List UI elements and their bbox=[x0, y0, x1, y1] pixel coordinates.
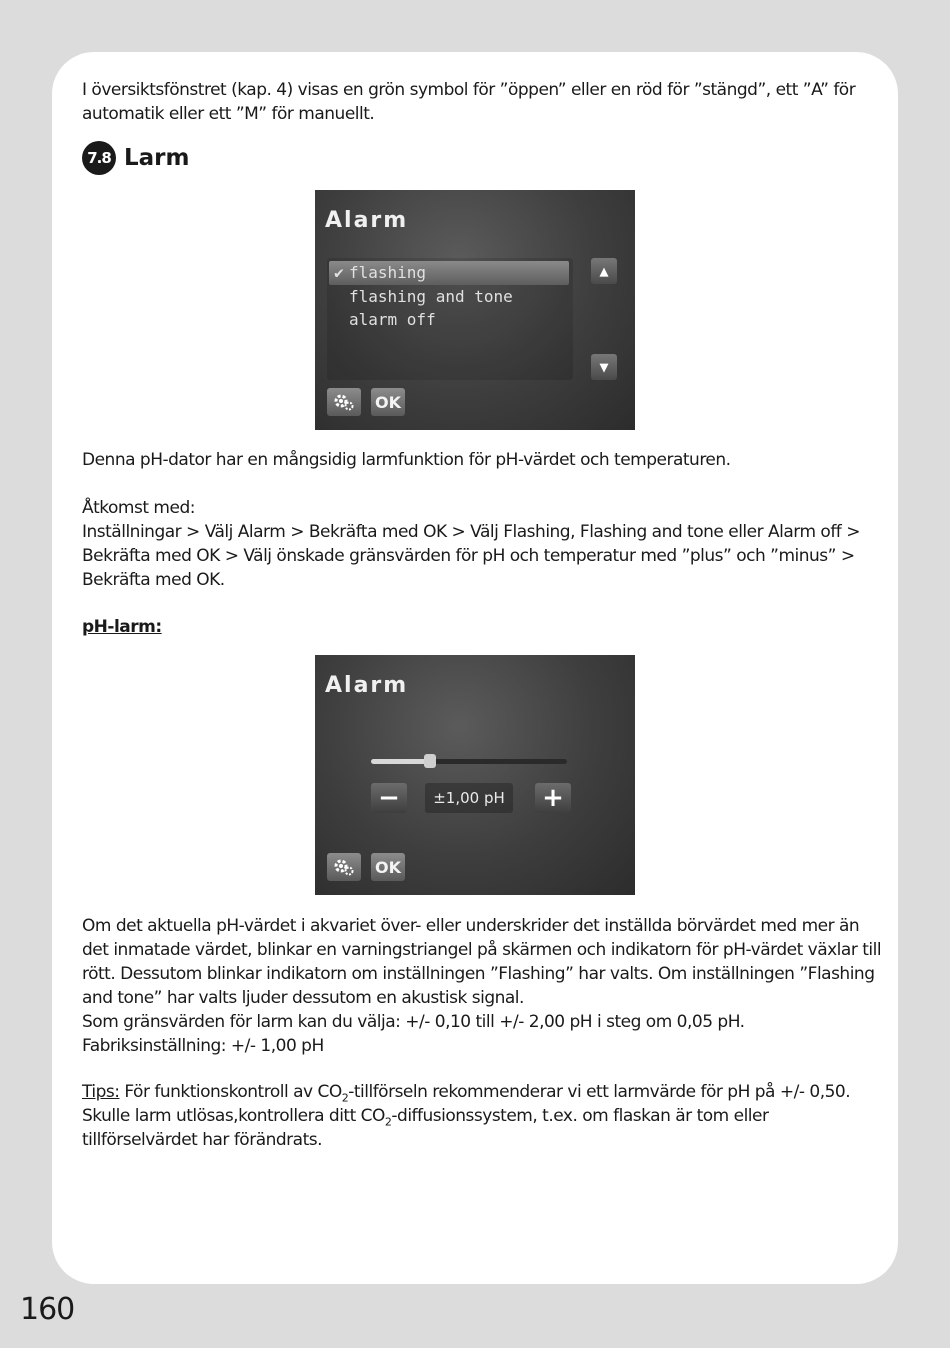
slider-fill bbox=[371, 759, 430, 764]
scroll-up-button[interactable] bbox=[591, 258, 617, 284]
minus-button[interactable]: − bbox=[371, 783, 407, 813]
slider-thumb[interactable] bbox=[424, 754, 436, 768]
access-heading: Åtkomst med: bbox=[82, 498, 195, 518]
ph-alarm-heading: pH-larm: bbox=[82, 617, 162, 637]
option-label: flashing and tone bbox=[349, 287, 513, 306]
ph-alarm-value: ±1,00 pH bbox=[425, 783, 513, 813]
plus-button[interactable]: + bbox=[535, 783, 571, 813]
ph-alarm-screen bbox=[315, 655, 635, 895]
option-alarm-off[interactable] bbox=[329, 308, 569, 332]
body-paragraph-3: Fabriksinställning: +/- 1,00 pH bbox=[82, 1036, 324, 1056]
triangle-down-icon: ▼ bbox=[599, 358, 609, 376]
access-text bbox=[82, 496, 882, 592]
body-paragraph-1: Om det aktuella pH-värdet i akvariet över- eller underskrider det inställda börvärdet med mer än det inmatade värdet, blinkar en varningstriangel på skärmen och indikatorn för pH-värdet växlar till rött. Dessutom blinkar indikatorn om inställningen ”Flashing” har valts. Om inställningen ”Flashing and tone” har valts ljuder dessutom en akustisk signal. bbox=[82, 916, 882, 1008]
triangle-up-icon: ▲ bbox=[599, 262, 609, 280]
access-steps: Inställningar > Välj Alarm > Bekräfta med OK > Välj Flashing, Flashing and tone eller Alarm off > Bekräfta med OK > Välj önskade gränsvärden för pH och temperatur med ”plus” och ”minus” > Bekräfta med OK. bbox=[82, 522, 860, 590]
section-heading bbox=[82, 142, 190, 174]
page-number: 160 bbox=[20, 1292, 75, 1327]
scroll-down-button[interactable] bbox=[591, 354, 617, 380]
tips-block bbox=[82, 1080, 882, 1152]
screen-title: Alarm bbox=[325, 208, 409, 233]
alarm-options-list bbox=[327, 258, 573, 380]
intro-paragraph: I översiktsfönstret (kap. 4) visas en grön symbol för ”öppen” eller en röd för ”stängd”, ett ”A” för automatik eller ett ”M” för manuellt. bbox=[82, 80, 856, 124]
body-text bbox=[82, 914, 882, 1058]
body-paragraph-2: Som gränsvärden för larm kan du välja: +/- 0,10 till +/- 2,00 pH i steg om 0,05 pH. bbox=[82, 1012, 745, 1032]
description-paragraph: Denna pH-dator har en mångsidig larmfunktion för pH-värdet och temperaturen. bbox=[82, 450, 731, 470]
gear-icon bbox=[333, 857, 355, 877]
tips-text-1: För funktionskontroll av CO bbox=[119, 1082, 342, 1102]
check-icon: ✔ bbox=[334, 263, 344, 282]
section-title: Larm bbox=[124, 145, 190, 171]
ok-button[interactable]: OK bbox=[371, 853, 405, 881]
alarm-value-slider[interactable] bbox=[371, 759, 567, 764]
option-flashing[interactable] bbox=[329, 261, 569, 285]
description-text bbox=[82, 448, 882, 472]
alarm-mode-screen bbox=[315, 190, 635, 430]
tips-subscript-1: 2 bbox=[341, 1091, 349, 1105]
gear-icon bbox=[333, 392, 355, 412]
screen-title: Alarm bbox=[325, 673, 409, 698]
ok-button[interactable]: OK bbox=[371, 388, 405, 416]
option-label: alarm off bbox=[349, 310, 436, 329]
ph-alarm-heading-block bbox=[82, 615, 882, 639]
settings-button[interactable] bbox=[327, 388, 361, 416]
option-flashing-and-tone[interactable] bbox=[329, 285, 569, 309]
tips-label: Tips: bbox=[82, 1082, 120, 1102]
tips-text-3: -diffusionssystem, t.ex. om flaskan är tom eller tillförselvärdet har förändrats. bbox=[82, 1106, 769, 1150]
intro-text bbox=[82, 78, 882, 126]
tips-text-2: -tillförseln rekommenderar vi ett larmvärde för pH på +/- 0,50. Skulle larm utlösas,kontrollera ditt CO bbox=[82, 1082, 851, 1126]
tips-paragraph bbox=[82, 1080, 882, 1152]
settings-button[interactable] bbox=[327, 853, 361, 881]
section-number-badge: 7.8 bbox=[82, 141, 116, 175]
tips-subscript-2: 2 bbox=[384, 1115, 392, 1129]
option-label: flashing bbox=[349, 263, 427, 282]
